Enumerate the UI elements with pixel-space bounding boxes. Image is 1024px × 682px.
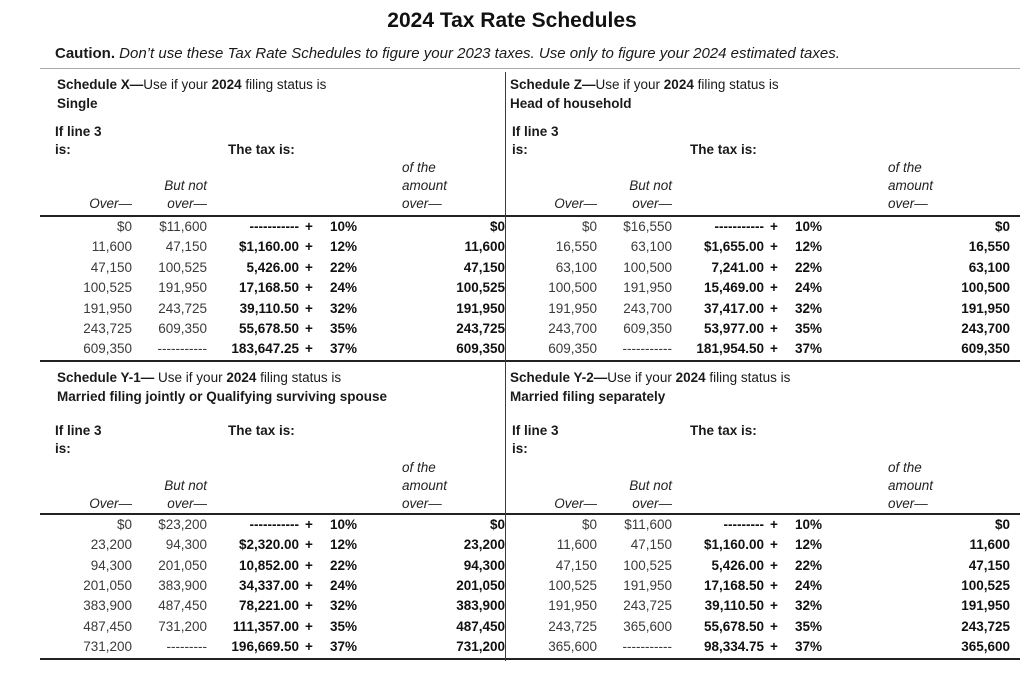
cell-rate: 32% (329, 598, 357, 614)
tax-bracket-row (40, 637, 505, 658)
is-label: is: (55, 440, 71, 456)
heading-year: 2024 (226, 369, 257, 385)
heading-text: Use if your (595, 77, 664, 92)
cell-of-amount: 100,525 (456, 280, 505, 296)
cell-plus: + (770, 618, 778, 634)
cell-plus: + (770, 300, 778, 316)
bottom-section (40, 362, 1020, 660)
cell-over: 94,300 (90, 557, 132, 573)
cell-over: 383,900 (83, 598, 132, 614)
amount-over-line3: over— (888, 495, 928, 511)
cell-but-not: $16,550 (623, 219, 672, 234)
schedule-y1-name: Schedule Y-1— (57, 369, 155, 385)
cell-of-amount: 609,350 (456, 341, 505, 357)
tax-bracket-row (40, 535, 505, 555)
cell-but-not: 94,300 (165, 537, 207, 553)
cell-plus: + (770, 321, 778, 337)
cell-rate: 12% (329, 537, 357, 553)
amount-over-line1: of the (402, 160, 436, 175)
cell-rate: 24% (329, 280, 357, 296)
cell-rate: 37% (794, 341, 822, 357)
cell-tax: $1,655.00 (703, 239, 764, 255)
page-title: 2024 Tax Rate Schedules (387, 9, 637, 32)
cell-but-not: 609,350 (158, 321, 207, 337)
cell-but-not: $23,200 (158, 516, 207, 532)
cell-rate: 22% (329, 557, 357, 573)
schedule-x-heading (57, 75, 326, 113)
cell-plus: + (305, 639, 313, 655)
cell-rate: 35% (329, 321, 357, 337)
cell-rate: 10% (794, 219, 822, 234)
cell-rate: 35% (794, 321, 822, 337)
tax-bracket-row (505, 617, 1020, 637)
cell-tax: 10,852.00 (238, 557, 299, 573)
cell-over: 16,550 (555, 239, 597, 255)
is-label: is: (55, 142, 71, 157)
cell-of-amount: 365,600 (961, 639, 1010, 655)
cell-over: 191,950 (548, 300, 597, 316)
cell-but-not: 609,350 (623, 321, 672, 337)
heading-text: Use if your (143, 77, 212, 92)
tax-bracket-row (505, 637, 1020, 658)
filing-status: Married filing jointly or Qualifying surviving spouse (57, 388, 388, 404)
cell-but-not: 47,150 (165, 239, 207, 255)
cell-but-not: 191,950 (623, 280, 672, 296)
caution-text: Don’t use these Tax Rate Schedules to figure your 2023 taxes. Use only to figure your 2024 estimated taxes. (115, 45, 840, 62)
cell-but-not: 243,725 (623, 598, 672, 614)
tax-bracket-row (505, 319, 1020, 339)
cell-but-not: 100,525 (623, 557, 672, 573)
cell-of-amount: 11,600 (464, 239, 505, 255)
cell-of-amount: $0 (994, 516, 1010, 532)
of-the-amount-over-label (888, 159, 933, 213)
cell-but-not: ----------- (157, 341, 207, 357)
cell-of-amount: 201,050 (456, 578, 505, 594)
cell-plus: + (305, 578, 313, 594)
cell-of-amount: 609,350 (961, 341, 1010, 357)
tax-bracket-row (40, 278, 505, 298)
cell-but-not: 63,100 (630, 239, 672, 255)
cell-plus: + (770, 219, 778, 234)
over-column-label: Over— (89, 196, 132, 211)
cell-over: 731,200 (83, 639, 132, 655)
cell-rate: 22% (329, 259, 357, 275)
tax-bracket-row (40, 299, 505, 319)
cell-plus: + (305, 598, 313, 614)
tax-bracket-row (505, 278, 1020, 298)
but-not-over-column-label (505, 477, 672, 513)
caution-note (55, 45, 1014, 62)
heading-year: 2024 (211, 77, 242, 92)
cell-rate: 37% (329, 341, 357, 357)
cell-over: 23,200 (90, 537, 132, 553)
but-not-line2: over— (632, 196, 672, 211)
cell-but-not: 383,900 (158, 578, 207, 594)
cell-plus: + (770, 239, 778, 255)
cell-tax: 196,669.50 (231, 639, 299, 655)
tax-bracket-row (40, 216, 505, 237)
cell-of-amount: 243,700 (961, 321, 1010, 337)
cell-rate: 32% (794, 300, 822, 316)
cell-rate: 12% (794, 537, 822, 553)
tax-schedules-grid (40, 69, 1020, 660)
tax-bracket-row (40, 258, 505, 278)
caution-label: Caution. (55, 45, 115, 62)
cell-plus: + (305, 321, 313, 337)
cell-over: 11,600 (556, 537, 597, 553)
heading-text: Use if your (154, 369, 227, 385)
of-the-amount-over-label (402, 159, 447, 213)
cell-tax: 183,647.25 (231, 341, 299, 357)
cell-of-amount: 47,150 (968, 557, 1010, 573)
cell-rate: 35% (329, 618, 357, 634)
cell-of-amount: $0 (489, 516, 505, 532)
amount-over-line2: amount (888, 178, 934, 193)
cell-but-not: 243,725 (158, 300, 207, 316)
cell-but-not: 243,700 (623, 300, 672, 316)
cell-tax: ----------- (714, 219, 764, 234)
tax-bracket-row (505, 576, 1020, 596)
cell-rate: 10% (794, 516, 822, 532)
cell-over: 63,100 (555, 259, 597, 275)
tax-bracket-row (40, 596, 505, 616)
cell-tax: 39,110.50 (239, 300, 299, 316)
cell-tax: $1,160.00 (238, 239, 299, 255)
cell-but-not: $11,600 (159, 219, 207, 234)
but-not-line1: But not (629, 477, 672, 493)
cell-over: 47,150 (555, 557, 597, 573)
cell-rate: 32% (329, 300, 357, 316)
amount-over-line2: amount (888, 477, 934, 493)
cell-over: 191,950 (83, 300, 132, 316)
cell-but-not: 731,200 (158, 618, 207, 634)
cell-but-not: 100,500 (623, 259, 672, 275)
cell-plus: + (770, 516, 778, 532)
cell-tax: $2,320.00 (238, 537, 299, 553)
cell-plus: + (770, 259, 778, 275)
cell-tax: 55,678.50 (703, 618, 764, 634)
cell-but-not: $11,600 (624, 516, 672, 532)
cell-plus: + (770, 578, 778, 594)
tax-bracket-row (505, 556, 1020, 576)
tax-bracket-row (505, 216, 1020, 237)
the-tax-is-label: The tax is: (690, 142, 757, 157)
cell-plus: + (305, 516, 313, 532)
schedule-y1-header (40, 362, 505, 513)
cell-rate: 12% (329, 239, 357, 255)
the-tax-is-label: The tax is: (228, 422, 295, 438)
schedule-z-table (505, 215, 1020, 362)
cell-rate: 22% (794, 557, 822, 573)
schedule-x-name: Schedule X— (57, 77, 144, 92)
cell-tax: 5,426.00 (711, 557, 764, 573)
cell-tax: 53,977.00 (703, 321, 764, 337)
filing-status: Single (57, 96, 98, 111)
tax-bracket-row (40, 556, 505, 576)
cell-of-amount: 100,500 (961, 280, 1010, 296)
amount-over-line3: over— (402, 495, 442, 511)
cell-rate: 24% (794, 280, 822, 296)
cell-plus: + (770, 598, 778, 614)
heading-text: filing status is (693, 77, 779, 92)
cell-tax: 98,334.75 (703, 639, 764, 655)
cell-over: 609,350 (548, 341, 597, 357)
cell-rate: 24% (794, 578, 822, 594)
if-line3-label: If line 3 (55, 124, 102, 139)
amount-over-line3: over— (402, 196, 442, 211)
cell-rate: 10% (329, 219, 357, 234)
over-column-label: Over— (554, 495, 597, 511)
schedule-y2-table (505, 513, 1020, 660)
heading-text: Use if your (607, 369, 676, 385)
cell-but-not: --------- (166, 639, 207, 655)
amount-over-line1: of the (888, 459, 922, 475)
cell-tax: 37,417.00 (703, 300, 764, 316)
tax-bracket-row (505, 535, 1020, 555)
but-not-line1: But not (164, 477, 207, 493)
cell-plus: + (305, 300, 313, 316)
cell-plus: + (305, 280, 313, 296)
over-column-label: Over— (554, 196, 597, 211)
cell-of-amount: 94,300 (463, 557, 505, 573)
cell-over: 11,600 (91, 239, 132, 255)
schedule-y1-section (40, 362, 505, 660)
the-tax-is-label: The tax is: (690, 422, 757, 438)
cell-of-amount: 16,550 (968, 239, 1010, 255)
cell-but-not: 47,150 (630, 537, 672, 553)
amount-over-line1: of the (402, 459, 436, 475)
cell-rate: 37% (794, 639, 822, 655)
cell-of-amount: 47,150 (463, 259, 505, 275)
cell-but-not: 100,525 (158, 259, 207, 275)
cell-tax: 17,168.50 (703, 578, 764, 594)
cell-of-amount: $0 (489, 219, 505, 234)
cell-plus: + (770, 341, 778, 357)
cell-of-amount: 487,450 (456, 618, 505, 634)
schedule-y2-heading (510, 368, 790, 406)
cell-over: 100,525 (548, 578, 597, 594)
cell-tax: 34,337.00 (238, 578, 299, 594)
schedule-y2-name: Schedule Y-2— (510, 369, 608, 385)
cell-plus: + (305, 239, 313, 255)
cell-over: 100,525 (83, 280, 132, 296)
cell-over: 243,725 (548, 618, 597, 634)
heading-text: filing status is (705, 369, 791, 385)
cell-of-amount: 191,950 (961, 598, 1010, 614)
but-not-line1: But not (164, 178, 207, 193)
cell-of-amount: 23,200 (463, 537, 505, 553)
cell-tax: 15,469.00 (703, 280, 764, 296)
cell-but-not: 365,600 (623, 618, 672, 634)
cell-over: 201,050 (83, 578, 132, 594)
schedule-x-table (40, 215, 505, 362)
tax-bracket-row (40, 576, 505, 596)
cell-over: 487,450 (83, 618, 132, 634)
tax-bracket-row (505, 237, 1020, 257)
cell-tax: 111,357.00 (232, 618, 299, 634)
cell-of-amount: 243,725 (961, 618, 1010, 634)
cell-rate: 35% (794, 618, 822, 634)
cell-rate: 32% (794, 598, 822, 614)
over-column-label: Over— (89, 495, 132, 511)
if-line3-label: If line 3 (55, 422, 102, 438)
cell-of-amount: 100,525 (961, 578, 1010, 594)
schedule-z-section (505, 69, 1020, 362)
tax-bracket-row (505, 339, 1020, 360)
filing-status: Head of household (510, 96, 632, 111)
cell-tax: 39,110.50 (704, 598, 764, 614)
tax-bracket-row (505, 514, 1020, 535)
cell-but-not: 191,950 (623, 578, 672, 594)
cell-of-amount: 191,950 (456, 300, 505, 316)
filing-status: Married filing separately (510, 388, 666, 404)
but-not-line2: over— (167, 196, 207, 211)
tax-bracket-row (40, 617, 505, 637)
amount-over-line2: amount (402, 178, 448, 193)
cell-tax: 78,221.00 (238, 598, 299, 614)
cell-rate: 37% (329, 639, 357, 655)
heading-year: 2024 (663, 77, 694, 92)
schedule-z-heading (510, 75, 779, 113)
cell-over: $0 (581, 516, 597, 532)
cell-tax: --------- (723, 516, 764, 532)
schedule-y2-header (505, 362, 1020, 513)
the-tax-is-label: The tax is: (228, 142, 295, 157)
cell-of-amount: 383,900 (456, 598, 505, 614)
but-not-line2: over— (632, 495, 672, 511)
but-not-over-column-label (40, 177, 207, 213)
amount-over-line1: of the (888, 160, 922, 175)
cell-over: 191,950 (548, 598, 597, 614)
but-not-line2: over— (167, 495, 207, 511)
tax-bracket-row (505, 299, 1020, 319)
cell-tax: 17,168.50 (238, 280, 299, 296)
but-not-over-column-label (505, 177, 672, 213)
top-section (40, 69, 1020, 362)
cell-over: 47,150 (90, 259, 132, 275)
tax-bracket-row (505, 596, 1020, 616)
heading-year: 2024 (675, 369, 706, 385)
if-line3-label: If line 3 (512, 124, 559, 139)
cell-plus: + (305, 537, 313, 553)
cell-tax: ----------- (249, 219, 299, 234)
cell-tax: 55,678.50 (238, 321, 299, 337)
cell-tax: $1,160.00 (703, 537, 764, 553)
but-not-over-column-label (40, 477, 207, 513)
schedule-z-name: Schedule Z— (510, 77, 596, 92)
cell-plus: + (305, 557, 313, 573)
cell-tax: 181,954.50 (696, 341, 764, 357)
cell-plus: + (305, 341, 313, 357)
schedule-y2-section (505, 362, 1020, 660)
cell-plus: + (305, 259, 313, 275)
of-the-amount-over-label (888, 459, 933, 513)
schedule-x-header (40, 69, 505, 215)
cell-rate: 22% (794, 259, 822, 275)
cell-plus: + (305, 219, 313, 234)
schedule-x-section (40, 69, 505, 362)
cell-over: 243,725 (83, 321, 132, 337)
cell-plus: + (305, 618, 313, 634)
cell-over: 365,600 (548, 639, 597, 655)
schedule-z-header (505, 69, 1020, 215)
cell-but-not: ----------- (622, 341, 672, 357)
is-label: is: (512, 142, 528, 157)
cell-tax: 7,241.00 (711, 259, 764, 275)
cell-rate: 12% (794, 239, 822, 255)
cell-over: 100,500 (548, 280, 597, 296)
cell-rate: 24% (329, 578, 357, 594)
cell-over: 243,700 (548, 321, 597, 337)
heading-text: filing status is (256, 369, 342, 385)
cell-of-amount: $0 (994, 219, 1010, 234)
cell-of-amount: 63,100 (968, 259, 1010, 275)
but-not-line1: But not (629, 178, 672, 193)
cell-of-amount: 243,725 (456, 321, 505, 337)
cell-over: $0 (116, 219, 132, 234)
heading-text: filing status is (241, 77, 327, 92)
tax-bracket-row (40, 339, 505, 360)
tax-bracket-row (40, 319, 505, 339)
schedule-y1-table (40, 513, 505, 660)
cell-but-not: ----------- (622, 639, 672, 655)
of-the-amount-over-label (402, 459, 447, 513)
cell-but-not: 487,450 (158, 598, 207, 614)
amount-over-line3: over— (888, 196, 928, 211)
schedule-y1-heading (57, 368, 387, 406)
if-line3-label: If line 3 (512, 422, 559, 438)
cell-rate: 10% (329, 516, 357, 532)
cell-of-amount: 191,950 (961, 300, 1010, 316)
tax-bracket-row (40, 514, 505, 535)
cell-of-amount: 731,200 (456, 639, 505, 655)
tax-bracket-row (40, 237, 505, 257)
cell-but-not: 201,050 (158, 557, 207, 573)
tax-bracket-row (505, 258, 1020, 278)
cell-over: $0 (116, 516, 132, 532)
cell-over: 609,350 (83, 341, 132, 357)
cell-plus: + (770, 557, 778, 573)
cell-tax: 5,426.00 (246, 259, 299, 275)
amount-over-line2: amount (402, 477, 448, 493)
cell-plus: + (770, 639, 778, 655)
is-label: is: (512, 440, 528, 456)
cell-plus: + (770, 280, 778, 296)
cell-plus: + (770, 537, 778, 553)
cell-but-not: 191,950 (158, 280, 207, 296)
cell-tax: ----------- (249, 516, 299, 532)
cell-of-amount: 11,600 (969, 537, 1010, 553)
cell-over: $0 (581, 219, 597, 234)
